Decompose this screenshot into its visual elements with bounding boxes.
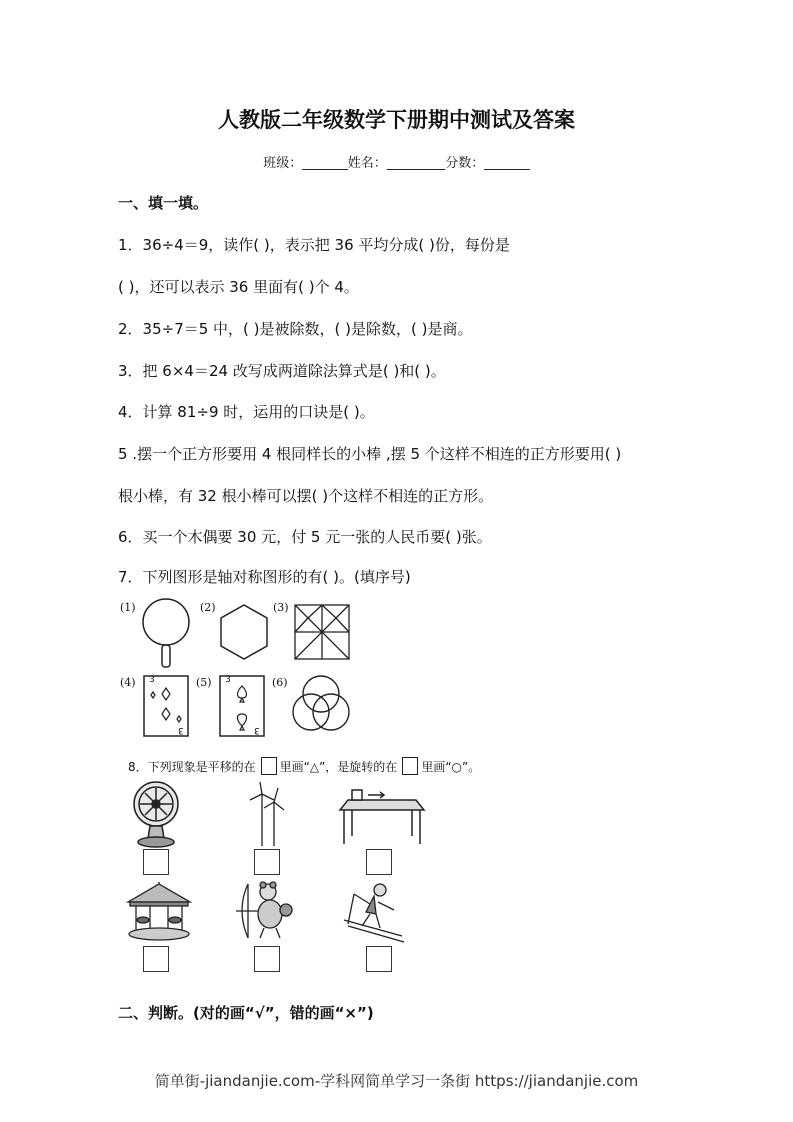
carousel-icon [126, 882, 192, 942]
answer-box-archer[interactable] [254, 946, 280, 972]
question-8: 8．下列现象是平移的在 里画“△”，是旋转的在 里画“○”。 [128, 757, 480, 775]
answer-box-table[interactable] [366, 849, 392, 875]
skier-icon [340, 880, 406, 944]
question-5-line-1: 5 .摆一个正方形要用 4 根同样长的小棒 ,摆 5 个这样不相连的正方形要用( ) [118, 445, 622, 463]
circle-mark: ○ [451, 760, 463, 774]
figure-label-2: (2) [200, 601, 216, 614]
question-5-line-2: 根小棒，有 32 根小棒可以摆( )个这样不相连的正方形。 [118, 487, 494, 505]
question-4: 4．计算 81÷9 时，运用的口诀是( )。 [118, 403, 375, 421]
card4-bottom-rank: 3 [178, 725, 184, 735]
question-7: 7．下列图形是轴对称图形的有( )。(填序号) [118, 568, 411, 586]
card4-top-rank: 3 [149, 675, 155, 685]
round-fan-icon [140, 597, 195, 669]
answer-box-carousel[interactable] [143, 946, 169, 972]
section-fill-in-heading: 一、填一填。 [118, 194, 209, 212]
fan-icon [128, 780, 184, 848]
question-2: 2．35÷7＝5 中，( )是被除数，( )是除数，( )是商。 [118, 320, 473, 338]
question-3: 3．把 6×4＝24 改写成两道除法算式是( )和( )。 [118, 362, 446, 380]
answer-box-skier[interactable] [366, 946, 392, 972]
page-title: 人教版二年级数学下册期中测试及答案 [218, 108, 575, 132]
figure-label-5: (5) [196, 676, 212, 689]
figure-label-3: (3) [273, 601, 289, 614]
answer-box-wind-turbine[interactable] [254, 849, 280, 875]
wind-turbine-icon [246, 780, 286, 848]
sample-box [261, 757, 277, 775]
answer-box-fan[interactable] [143, 849, 169, 875]
card5-bottom-rank: 3 [254, 725, 260, 735]
figure-label-6: (6) [272, 676, 288, 689]
question-1-line-1: 1．36÷4＝9，读作( )，表示把 36 平均分成( )份，每份是 [118, 236, 510, 254]
footer-watermark: 简单街-jiandanjie.com-学科网简单学习一条街 https://jiandanjie.com [154, 1072, 639, 1090]
triangle-mark: △ [309, 760, 320, 774]
hexagon-icon [218, 603, 270, 661]
table-with-box-icon [338, 782, 426, 846]
bear-archer-icon [234, 880, 296, 942]
pinwheel-icon [293, 603, 351, 661]
figure-label-4: (4) [120, 676, 136, 689]
section-judge-heading: 二、判断。(对的画“√”，错的画“×”) [118, 1004, 374, 1022]
triquetra-icon [290, 672, 352, 736]
card5-top-rank: 3 [225, 675, 231, 685]
figure-label-1: (1) [120, 601, 136, 614]
student-info-line: 班级：_______姓名：_________分数：_______ [263, 156, 530, 171]
question-6: 6．买一个木偶要 30 元，付 5 元一张的人民币要( )张。 [118, 528, 492, 546]
question-1-line-2: ( )，还可以表示 36 里面有( )个 4。 [118, 278, 359, 296]
sample-box [402, 757, 418, 775]
